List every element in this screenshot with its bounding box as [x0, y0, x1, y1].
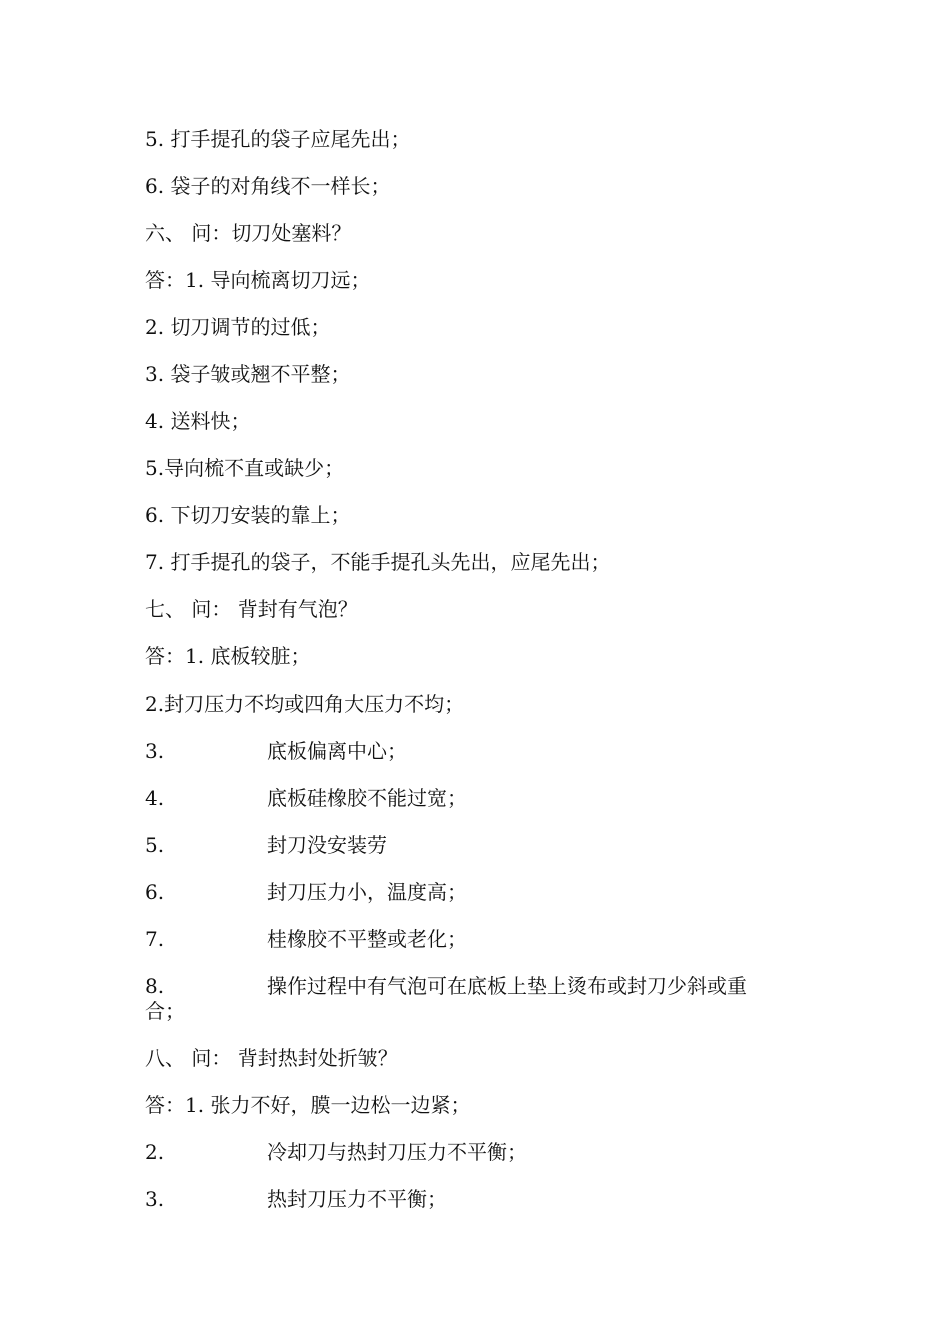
text-line: 2.封刀压力不均或四角大压力不均；	[145, 692, 465, 716]
item-text: 热封刀压力不平衡；	[267, 1187, 447, 1211]
text-line: 6. 下切刀安装的靠上；	[145, 503, 351, 527]
text-line: 5. 打手提孔的袋子应尾先出；	[145, 127, 411, 151]
item-text: 底板硅橡胶不能过宽；	[267, 786, 467, 810]
item-text: 冷却刀与热封刀压力不平衡；	[267, 1140, 527, 1164]
numbered-item	[145, 927, 835, 951]
item-number: 3.	[145, 739, 165, 763]
item-number: 5.	[145, 833, 165, 857]
item-number: 8.	[145, 974, 165, 998]
text-line: 7. 打手提孔的袋子，不能手提孔头先出，应尾先出；	[145, 550, 611, 574]
text-line: 6. 袋子的对角线不一样长；	[145, 174, 391, 198]
numbered-item	[145, 833, 835, 857]
item-continuation: 合；	[145, 999, 185, 1023]
text-line: 答：1. 张力不好，膜一边松一边紧；	[145, 1093, 471, 1117]
numbered-item	[145, 1187, 835, 1211]
item-text: 封刀没安装劳	[267, 833, 387, 857]
item-number: 6.	[145, 880, 165, 904]
item-text: 封刀压力小，温度高；	[267, 880, 467, 904]
numbered-item	[145, 786, 835, 810]
text-line: 2. 切刀调节的过低；	[145, 315, 331, 339]
item-number: 3.	[145, 1187, 165, 1211]
numbered-item	[145, 974, 835, 998]
section-heading: 六、 问：切刀处塞料？	[145, 221, 352, 245]
numbered-item	[145, 1140, 835, 1164]
section-heading: 七、 问： 背封有气泡？	[145, 597, 358, 621]
item-number: 2.	[145, 1140, 165, 1164]
numbered-item	[145, 880, 835, 904]
item-text: 底板偏离中心；	[267, 739, 407, 763]
text-line: 4. 送料快；	[145, 409, 251, 433]
text-line: 答：1. 底板较脏；	[145, 644, 311, 668]
text-line: 答：1. 导向梳离切刀远；	[145, 268, 371, 292]
section-heading: 八、 问： 背封热封处折皱？	[145, 1046, 398, 1070]
item-text: 桂橡胶不平整或老化；	[267, 927, 467, 951]
numbered-item	[145, 739, 835, 763]
text-line: 3. 袋子皱或翘不平整；	[145, 362, 351, 386]
item-number: 4.	[145, 786, 165, 810]
item-text: 操作过程中有气泡可在底板上垫上烫布或封刀少斜或重	[267, 974, 747, 998]
item-number: 7.	[145, 927, 165, 951]
text-line: 5.导向梳不直或缺少；	[145, 456, 345, 480]
